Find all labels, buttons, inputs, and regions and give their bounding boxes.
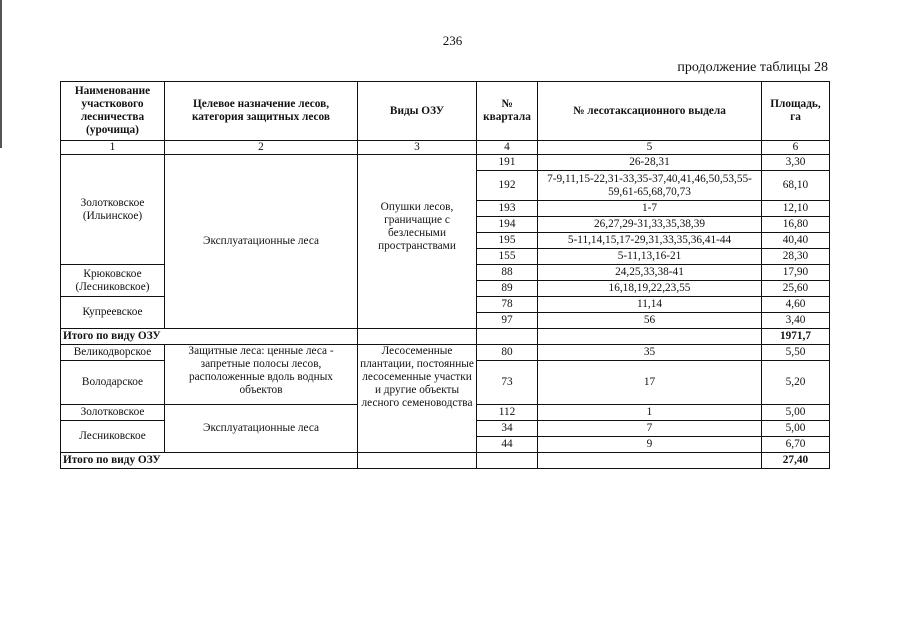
page-number: 236	[442, 33, 463, 48]
quarter-number: 191	[477, 155, 538, 171]
quarter-number: 155	[477, 249, 538, 265]
quarter-number: 80	[477, 345, 538, 361]
forest-purpose: Эксплуатационные леса	[165, 405, 358, 453]
quarter-number: 195	[477, 233, 538, 249]
header-quarter-number: № квартала	[477, 82, 538, 141]
col-number: 5	[538, 141, 762, 155]
area-value: 12,10	[762, 201, 830, 217]
quarter-number: 192	[477, 171, 538, 201]
table-row	[61, 345, 830, 361]
total-label: Итого по виду ОЗУ	[61, 453, 358, 469]
quarter-number: 193	[477, 201, 538, 217]
forestry-name: Купреевское	[61, 297, 165, 329]
empty-cell	[358, 329, 477, 345]
forestry-name: Золотковское	[61, 405, 165, 421]
ozu-type: Лесосеменные плантации, постоянные лесосеменные участки и другие объекты лесного семеноводства	[358, 345, 477, 453]
vydel-number: 17	[538, 361, 762, 405]
quarter-number: 97	[477, 313, 538, 329]
vydel-number: 1	[538, 405, 762, 421]
forest-purpose: Эксплуатационные леса	[165, 155, 358, 329]
forestry-name: Володарское	[61, 361, 165, 405]
area-value: 5,00	[762, 405, 830, 421]
forest-purpose: Защитные леса: ценные леса - запретные полосы лесов, расположенные вдоль водных объектов	[165, 345, 358, 405]
total-row	[61, 453, 830, 469]
vydel-number: 24,25,33,38-41	[538, 265, 762, 281]
vydel-number: 35	[538, 345, 762, 361]
total-area: 27,40	[762, 453, 830, 469]
column-number-row	[61, 141, 830, 155]
ozu-table	[60, 81, 830, 469]
empty-cell	[358, 453, 477, 469]
quarter-number: 34	[477, 421, 538, 437]
area-value: 3,30	[762, 155, 830, 171]
vydel-number: 1-7	[538, 201, 762, 217]
col-number: 6	[762, 141, 830, 155]
header-forestry-name: Наименование участкового лесничества (урочища)	[61, 82, 165, 141]
table-row	[61, 155, 830, 171]
empty-cell	[477, 453, 538, 469]
total-row	[61, 329, 830, 345]
scan-edge-line	[0, 0, 2, 148]
col-number: 2	[165, 141, 358, 155]
area-value: 5,20	[762, 361, 830, 405]
area-value: 3,40	[762, 313, 830, 329]
area-value: 4,60	[762, 297, 830, 313]
table-continuation-caption: продолжение таблицы 28	[677, 60, 828, 75]
area-value: 25,60	[762, 281, 830, 297]
quarter-number: 112	[477, 405, 538, 421]
area-value: 28,30	[762, 249, 830, 265]
ozu-type: Опушки лесов, граничащие с безлесными пространствами	[358, 155, 477, 329]
vydel-number: 5-11,13,16-21	[538, 249, 762, 265]
vydel-number: 56	[538, 313, 762, 329]
quarter-number: 89	[477, 281, 538, 297]
vydel-number: 7	[538, 421, 762, 437]
col-number: 4	[477, 141, 538, 155]
vydel-number: 5-11,14,15,17-29,31,33,35,36,41-44	[538, 233, 762, 249]
area-value: 68,10	[762, 171, 830, 201]
vydel-number: 11,14	[538, 297, 762, 313]
empty-cell	[538, 453, 762, 469]
empty-cell	[477, 329, 538, 345]
forestry-name: Крюковское (Лесниковское)	[61, 265, 165, 297]
vydel-number: 26-28,31	[538, 155, 762, 171]
header-area: Площадь, га	[762, 82, 830, 141]
area-value: 16,80	[762, 217, 830, 233]
area-value: 5,50	[762, 345, 830, 361]
col-number: 3	[358, 141, 477, 155]
area-value: 17,90	[762, 265, 830, 281]
col-number: 1	[61, 141, 165, 155]
header-vydel-number: № лесотаксационного выдела	[538, 82, 762, 141]
forestry-name: Великодворское	[61, 345, 165, 361]
area-value: 40,40	[762, 233, 830, 249]
header-ozu-type: Виды ОЗУ	[358, 82, 477, 141]
header-row	[61, 82, 830, 141]
quarter-number: 194	[477, 217, 538, 233]
vydel-number: 7-9,11,15-22,31-33,35-37,40,41,46,50,53,55-59,61-65,68,70,73	[538, 171, 762, 201]
area-value: 6,70	[762, 437, 830, 453]
header-purpose: Целевое назначение лесов, категория защитных лесов	[165, 82, 358, 141]
total-label: Итого по виду ОЗУ	[61, 329, 358, 345]
total-area: 1971,7	[762, 329, 830, 345]
area-value: 5,00	[762, 421, 830, 437]
vydel-number: 26,27,29-31,33,35,38,39	[538, 217, 762, 233]
forestry-name: Золотковское (Ильинское)	[61, 155, 165, 265]
forestry-name: Лесниковское	[61, 421, 165, 453]
vydel-number: 16,18,19,22,23,55	[538, 281, 762, 297]
quarter-number: 44	[477, 437, 538, 453]
quarter-number: 88	[477, 265, 538, 281]
quarter-number: 78	[477, 297, 538, 313]
quarter-number: 73	[477, 361, 538, 405]
vydel-number: 9	[538, 437, 762, 453]
empty-cell	[538, 329, 762, 345]
